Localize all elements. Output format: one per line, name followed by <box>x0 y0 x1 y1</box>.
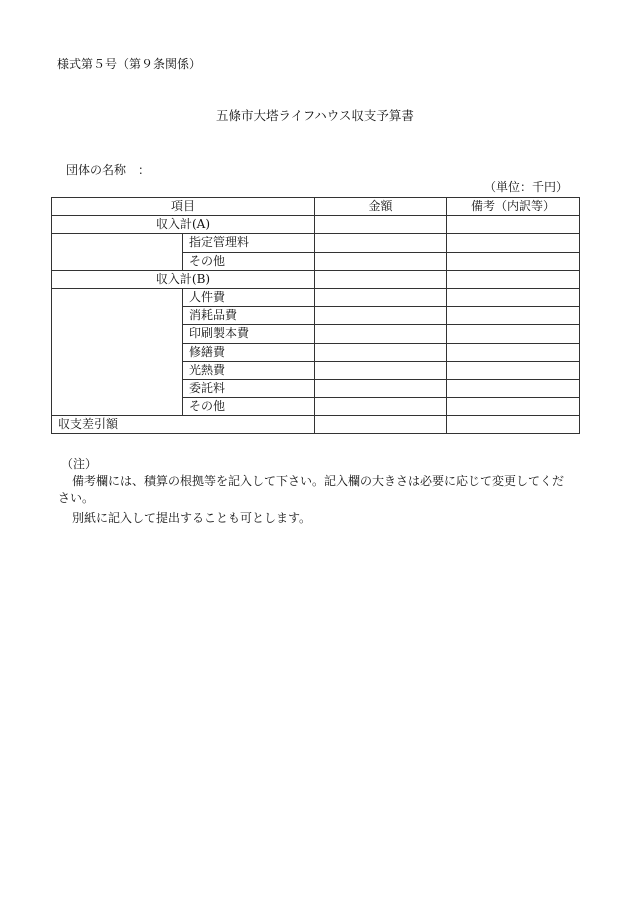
income-total-label: 収入計(A) <box>52 216 315 234</box>
header-item: 項目 <box>52 198 315 216</box>
note-line-1: 備考欄には、積算の根拠等を記入して下さい。記入欄の大きさは必要に応じて変更してくだ <box>72 474 565 488</box>
amount-cell[interactable] <box>315 361 447 379</box>
amount-cell[interactable] <box>315 216 447 234</box>
amount-cell[interactable] <box>315 307 447 325</box>
table-row <box>52 234 580 252</box>
table-header-row <box>52 198 580 216</box>
amount-cell[interactable] <box>315 288 447 306</box>
remarks-cell[interactable] <box>447 398 580 416</box>
form-number: 様式第５号（第９条関係） <box>57 57 202 71</box>
header-amount: 金額 <box>315 198 447 216</box>
header-remarks: 備考（内訳等） <box>447 198 580 216</box>
expense-item-label: 人件費 <box>183 288 315 306</box>
amount-cell[interactable] <box>315 416 447 434</box>
remarks-cell[interactable] <box>447 252 580 270</box>
notes-heading: （注） <box>61 457 98 471</box>
unit-label: （単位：千円） <box>483 180 568 194</box>
budget-table <box>51 197 580 434</box>
organization-name-label: 団体の名称 ： <box>66 163 151 177</box>
amount-cell[interactable] <box>315 343 447 361</box>
remarks-cell[interactable] <box>447 270 580 288</box>
remarks-cell[interactable] <box>447 216 580 234</box>
amount-cell[interactable] <box>315 325 447 343</box>
remarks-cell[interactable] <box>447 361 580 379</box>
remarks-cell[interactable] <box>447 325 580 343</box>
table-row <box>52 288 580 306</box>
amount-cell[interactable] <box>315 252 447 270</box>
document-title: 五條市大塔ライフハウス収支予算書 <box>216 108 414 123</box>
remarks-cell[interactable] <box>447 288 580 306</box>
income-total-row <box>52 216 580 234</box>
income-item-label: 指定管理料 <box>183 234 315 252</box>
remarks-cell[interactable] <box>447 343 580 361</box>
income-group-spacer <box>52 234 183 270</box>
amount-cell[interactable] <box>315 270 447 288</box>
expense-total-row <box>52 270 580 288</box>
balance-label: 収支差引額 <box>52 416 315 434</box>
income-item-label: その他 <box>183 252 315 270</box>
expense-group-spacer <box>52 288 183 415</box>
remarks-cell[interactable] <box>447 234 580 252</box>
remarks-cell[interactable] <box>447 379 580 397</box>
expense-item-label: 光熱費 <box>183 361 315 379</box>
amount-cell[interactable] <box>315 379 447 397</box>
balance-row <box>52 416 580 434</box>
expense-item-label: 修繕費 <box>183 343 315 361</box>
expense-item-label: 印刷製本費 <box>183 325 315 343</box>
expense-item-label: 消耗品費 <box>183 307 315 325</box>
remarks-cell[interactable] <box>447 307 580 325</box>
note-line-2: 別紙に記入して提出することも可とします。 <box>72 511 312 525</box>
note-line-1-continued: さい。 <box>58 491 95 505</box>
amount-cell[interactable] <box>315 398 447 416</box>
amount-cell[interactable] <box>315 234 447 252</box>
expense-total-label: 収入計(B) <box>52 270 315 288</box>
expense-item-label: 委託料 <box>183 379 315 397</box>
expense-item-label: その他 <box>183 398 315 416</box>
remarks-cell[interactable] <box>447 416 580 434</box>
